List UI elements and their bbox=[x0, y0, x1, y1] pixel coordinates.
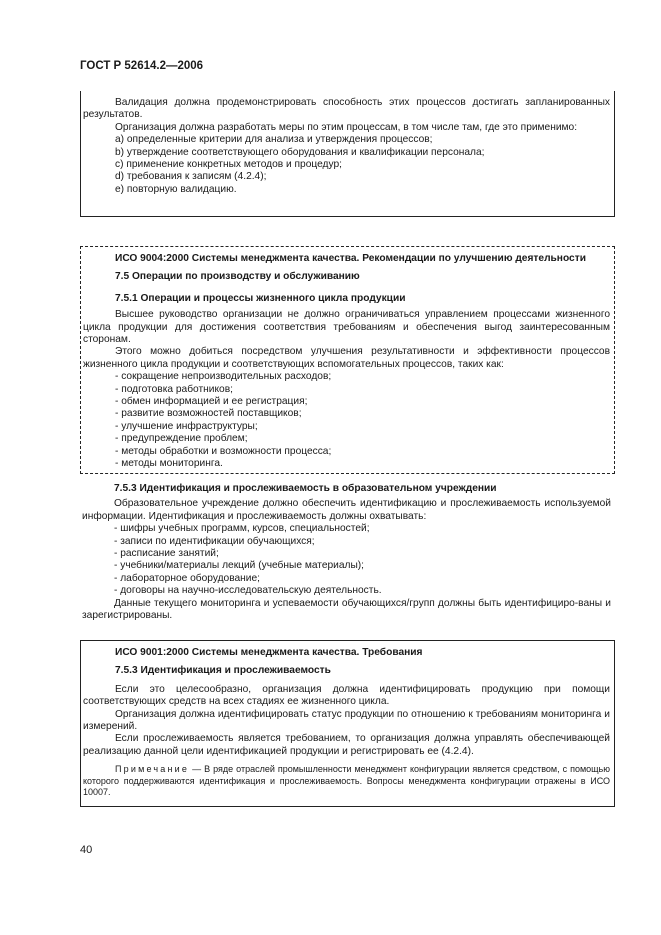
measures-paragraph: Организация должна разработать меры по этим процессам, в том числе там, где это применимо: bbox=[115, 121, 578, 133]
list-item: - обмен информацией и ее регистрация; bbox=[115, 396, 308, 408]
clause-heading: 7.5.3 Идентификация и прослеживаемость в образовательном учреждении bbox=[114, 483, 497, 494]
list-item: - записи по идентификации обучающихся; bbox=[114, 535, 315, 547]
list-item: e) повторную валидацию. bbox=[115, 183, 237, 195]
section-heading: 7.5 Операции по производству и обслуживанию bbox=[115, 271, 360, 283]
iso-9001-frame bbox=[80, 640, 615, 807]
subsection-heading: 7.5.3 Идентификация и прослеживаемость bbox=[115, 665, 331, 677]
list-item: c) применение конкретных методов и процедур; bbox=[115, 159, 342, 171]
list-item: - подготовка работников; bbox=[115, 383, 233, 395]
list-item: d) требования к записям (4.2.4); bbox=[115, 171, 267, 183]
iso-9004-title: ИСО 9004:2000 Системы менеджмента качества. Рекомендации по улучшению деятельности bbox=[115, 253, 586, 264]
iso-9001-title: ИСО 9001:2000 Системы менеджмента качества. Требования bbox=[115, 647, 423, 658]
status-paragraph: Организация должна идентифицировать статус продукции по отношению к требованиям мониторинга и измерений. bbox=[83, 708, 610, 733]
traceability-paragraph: Если прослеживаемость является требованием, то организация должна управлять обеспечивающей реализацию данной цели идентификацией продукции и регистрировать ее (4.2.4). bbox=[83, 733, 610, 757]
iso-9004-frame bbox=[80, 246, 615, 474]
subsection-heading: 7.5.1 Операции и процессы жизненного цикла продукции bbox=[115, 292, 406, 304]
list-item: - методы мониторинга. bbox=[115, 458, 223, 470]
note-text: — В ряде отраслей промышленности менеджмент конфигурации является средством, с помощью которого поддерживаются идентификация и прослеживаемость. Вопросы менеджмента конфигурации отражены в ИСО 10007. bbox=[83, 764, 610, 798]
list-item: - предупреждение проблем; bbox=[115, 433, 248, 445]
identification-paragraph: Если это целесообразно, организация должна идентифицировать продукцию при помощи соответствующих средств на всех стадиях ее жизненного цикла. bbox=[83, 683, 610, 708]
list-item: b) утверждение соответствующего оборудования и квалификации персонала; bbox=[115, 146, 485, 158]
improvement-paragraph: Этого можно добиться посредством улучшения результативности и эффективности процессов жизненного цикла продукции и соответствующих вспомогательных процессов, таких как: bbox=[83, 346, 610, 370]
note-label: Примечание bbox=[115, 764, 190, 775]
framed-requirements-continuation bbox=[80, 91, 615, 217]
list-item: - учебники/материалы лекций (учебные материалы); bbox=[114, 560, 365, 572]
list-item: - сокращение непроизводительных расходов; bbox=[115, 371, 332, 383]
main-clause bbox=[82, 483, 611, 622]
list-item: - договоры на научно-исследовательскую деятельность. bbox=[114, 585, 382, 597]
list-item: - лабораторное оборудование; bbox=[114, 572, 260, 584]
list-item: a) определенные критерии для анализа и утверждения процессов; bbox=[115, 134, 433, 146]
validation-paragraph: Валидация должна продемонстрировать способность этих процессов достигать запланированных результатов. bbox=[83, 97, 610, 121]
note bbox=[83, 764, 610, 798]
management-paragraph: Высшее руководство организации не должно ограничиваться управлением процессами жизненного цикла продукции для достижения соответствия требованиям и обеспечения выгод заинтересованным сторонам. bbox=[83, 309, 610, 346]
list-item: - улучшение инфраструктуры; bbox=[115, 420, 258, 432]
monitoring-paragraph: Данные текущего мониторинга и успеваемости обучающихся/групп должны быть идентифициро-ваны и зарегистрированы. bbox=[82, 597, 611, 622]
list-item: - развитие возможностей поставщиков; bbox=[115, 408, 302, 420]
page-number: 40 bbox=[80, 844, 93, 856]
list-item: - расписание занятий; bbox=[114, 548, 219, 560]
document-header: ГОСТ Р 52614.2—2006 bbox=[80, 60, 204, 72]
clause-intro: Образовательное учреждение должно обеспечить идентификацию и прослеживаемость используемой информации. Идентификация и прослеживаемость должны охватывать: bbox=[82, 498, 611, 522]
list-item: - методы обработки и возможности процесса; bbox=[115, 445, 332, 457]
list-item: - шифры учебных программ, курсов, специальностей; bbox=[114, 523, 370, 535]
